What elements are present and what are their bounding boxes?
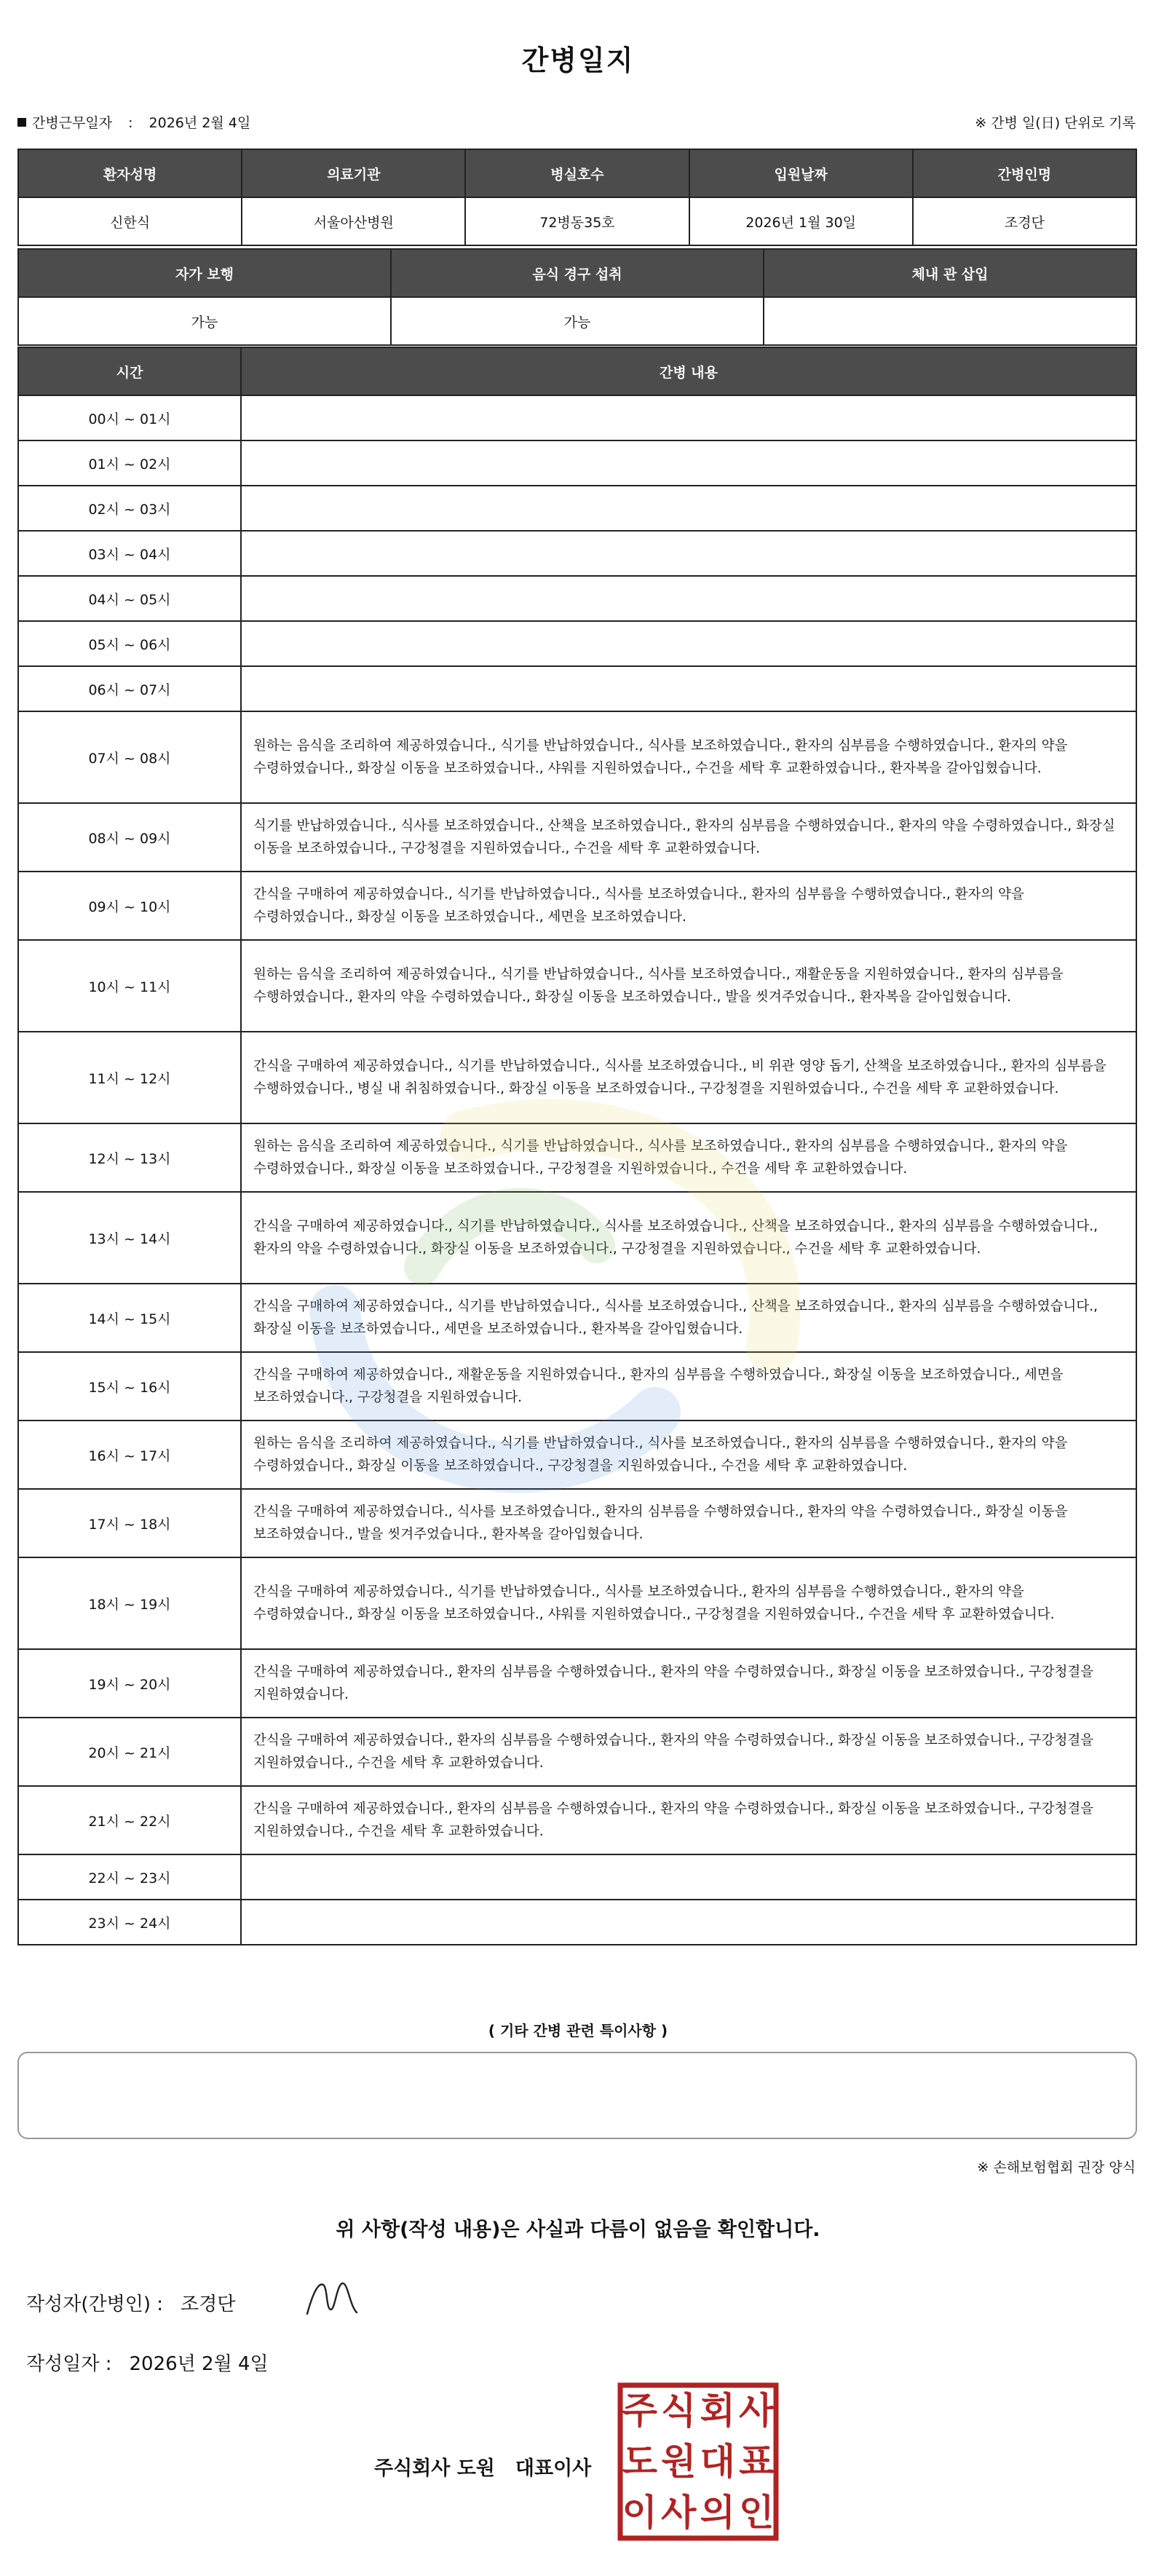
care-content-cell: 원하는 음식을 조리하여 제공하였습니다., 식기를 반납하였습니다., 식사를 보조하였습니다., 환자의 심부름을 수행하였습니다., 환자의 약을 수령하였습니다., 화장실 이동을 보조하였습니다., 구강청결을 지원하였습니다., 수건을 세탁 후 교환하였습니다. — [241, 1123, 1136, 1192]
seal-glyph: 인 — [739, 2491, 775, 2534]
square-bullet-icon — [17, 118, 26, 127]
time-slot-cell: 09시 ~ 10시 — [18, 872, 241, 940]
care-content-cell — [241, 531, 1136, 576]
room-number-cell: 72병동35호 — [465, 197, 689, 245]
seal-glyph: 식 — [661, 2389, 697, 2432]
special-notes-box — [17, 2052, 1137, 2139]
patient-info-header-row — [18, 149, 1136, 197]
time-slot-cell: 10시 ~ 11시 — [18, 940, 241, 1032]
seal-glyph: 원 — [661, 2440, 697, 2483]
admission-date-cell: 2026년 1월 30일 — [689, 197, 913, 245]
time-slot-cell: 23시 ~ 24시 — [18, 1900, 241, 1945]
hospital-cell: 서울아산병원 — [242, 197, 465, 245]
header-admission-date: 입원날짜 — [689, 149, 913, 197]
time-slot-cell: 21시 ~ 22시 — [18, 1786, 241, 1854]
care-log-row — [18, 1192, 1136, 1284]
time-slot-cell: 13시 ~ 14시 — [18, 1192, 241, 1284]
care-content-cell: 간식을 구매하여 제공하였습니다., 환자의 심부름을 수행하였습니다., 환자의 약을 수령하였습니다., 화장실 이동을 보조하였습니다., 구강청결을 지원하였습니다. — [241, 1649, 1136, 1718]
care-content-cell: 식기를 반납하였습니다., 식사를 보조하였습니다., 산책을 보조하였습니다., 환자의 심부름을 수행하였습니다., 환자의 약을 수령하였습니다., 화장실 이동을 보조하였습니다., 구강청결을 지원하였습니다., 수건을 세탁 후 교환하였습니다. — [241, 803, 1136, 872]
patient-name-cell: 신한식 — [18, 197, 242, 245]
company-name: 주식회사 도원 — [374, 2457, 495, 2480]
care-log-row — [18, 1557, 1136, 1649]
patient-status-table — [17, 248, 1137, 346]
care-log-row — [18, 1284, 1136, 1352]
care-log-body — [18, 395, 1136, 1945]
care-log-table — [17, 347, 1137, 1945]
care-content-cell: 원하는 음식을 조리하여 제공하였습니다., 식기를 반납하였습니다., 식사를 보조하였습니다., 환자의 심부름을 수행하였습니다., 환자의 약을 수령하였습니다., 화장실 이동을 보조하였습니다., 샤워를 지원하였습니다., 수건을 세탁 후 교환하였습니다., 환자복을 갈아입혔습니다. — [241, 711, 1136, 803]
care-log-row — [18, 1032, 1136, 1123]
time-slot-cell: 04시 ~ 05시 — [18, 576, 241, 621]
header-time: 시간 — [18, 347, 241, 395]
care-content-cell: 간식을 구매하여 제공하였습니다., 식기를 반납하였습니다., 식사를 보조하였습니다., 환자의 심부름을 수행하였습니다., 환자의 약을 수령하였습니다., 화장실 이동을 보조하였습니다., 세면을 보조하였습니다. — [241, 872, 1136, 940]
seal-glyph: 사 — [739, 2389, 775, 2432]
special-notes-title: ( 기타 간병 관련 특이사항 ) — [488, 2022, 668, 2039]
header-self-walking: 자가 보행 — [18, 249, 391, 297]
work-date-label: 간병근무일자 — [32, 115, 113, 131]
care-log-row — [18, 621, 1136, 666]
care-log-row — [18, 486, 1136, 531]
time-slot-cell: 02시 ~ 03시 — [18, 486, 241, 531]
seal-glyph: 이 — [622, 2491, 657, 2534]
care-content-cell — [241, 395, 1136, 440]
care-content-cell: 원하는 음식을 조리하여 제공하였습니다., 식기를 반납하였습니다., 식사를 보조하였습니다., 재활운동을 지원하였습니다., 환자의 심부름을 수행하였습니다., 환자의 약을 수령하였습니다., 화장실 이동을 보조하였습니다., 발을 씻겨주었습니다., 환자복을 갈아입혔습니다. — [241, 940, 1136, 1032]
care-content-cell — [241, 666, 1136, 711]
header-tube-insertion: 체내 관 삽입 — [764, 249, 1136, 297]
patient-status-value-row — [18, 297, 1136, 345]
care-log-row — [18, 531, 1136, 576]
work-date-separator: : — [128, 115, 133, 131]
care-log-row — [18, 1421, 1136, 1489]
care-content-cell: 간식을 구매하여 제공하였습니다., 식기를 반납하였습니다., 식사를 보조하였습니다., 산책을 보조하였습니다., 환자의 심부름을 수행하였습니다., 화장실 이동을 보조하였습니다., 세면을 보조하였습니다., 환자복을 갈아입혔습니다. — [241, 1284, 1136, 1352]
care-log-row — [18, 1649, 1136, 1718]
writer-name: 조경단 — [181, 2293, 236, 2315]
seal-glyph: 대 — [700, 2440, 735, 2483]
tube-insertion-cell — [764, 297, 1136, 345]
time-slot-cell: 03시 ~ 04시 — [18, 531, 241, 576]
care-content-cell — [241, 440, 1136, 486]
patient-info-table — [17, 149, 1137, 246]
handwritten-signature — [304, 2276, 370, 2320]
care-content-cell — [241, 486, 1136, 531]
time-slot-cell: 11시 ~ 12시 — [18, 1032, 241, 1123]
care-log-row — [18, 576, 1136, 621]
care-log-header-row — [18, 347, 1136, 395]
confirmation-statement: 위 사항(작성 내용)은 사실과 다름이 없음을 확인합니다. — [336, 2219, 820, 2241]
care-log-row — [18, 440, 1136, 486]
time-slot-cell: 15시 ~ 16시 — [18, 1352, 241, 1421]
time-slot-cell: 18시 ~ 19시 — [18, 1557, 241, 1649]
care-log-row — [18, 872, 1136, 940]
patient-info-value-row — [18, 197, 1136, 245]
care-log-row — [18, 666, 1136, 711]
time-slot-cell: 07시 ~ 08시 — [18, 711, 241, 803]
company-seal-stamp — [617, 2382, 779, 2541]
care-content-cell: 간식을 구매하여 제공하였습니다., 식기를 반납하였습니다., 식사를 보조하였습니다., 환자의 심부름을 수행하였습니다., 환자의 약을 수령하였습니다., 화장실 이동을 보조하였습니다., 샤워를 지원하였습니다., 구강청결을 지원하였습니다., 수건을 세탁 후 교환하였습니다. — [241, 1557, 1136, 1649]
time-slot-cell: 01시 ~ 02시 — [18, 440, 241, 486]
seal-glyph: 사 — [661, 2491, 697, 2534]
header-oral-intake: 음식 경구 섭취 — [391, 249, 764, 297]
write-date-line — [26, 2349, 269, 2376]
care-content-cell — [241, 1854, 1136, 1900]
form-source-note: ※ 손해보험협회 권장 양식 — [977, 2160, 1136, 2176]
care-content-cell — [241, 621, 1136, 666]
care-log-row — [18, 1786, 1136, 1854]
time-slot-cell: 17시 ~ 18시 — [18, 1489, 241, 1557]
care-content-cell: 간식을 구매하여 제공하였습니다., 식기를 반납하였습니다., 식사를 보조하였습니다., 산책을 보조하였습니다., 환자의 심부름을 수행하였습니다., 환자의 약을 수령하였습니다., 화장실 이동을 보조하였습니다., 구강청결을 지원하였습니다., 수건을 세탁 후 교환하였습니다. — [241, 1192, 1136, 1284]
header-care-content: 간병 내용 — [241, 347, 1136, 395]
patient-status-header-row — [18, 249, 1136, 297]
time-slot-cell: 12시 ~ 13시 — [18, 1123, 241, 1192]
document-title: 간병일지 — [521, 44, 635, 76]
oral-intake-cell: 가능 — [391, 297, 764, 345]
care-log-row — [18, 1352, 1136, 1421]
header-room-number: 병실호수 — [465, 149, 689, 197]
time-slot-cell: 14시 ~ 15시 — [18, 1284, 241, 1352]
write-date-value: 2026년 2월 4일 — [129, 2353, 269, 2375]
time-slot-cell: 16시 ~ 17시 — [18, 1421, 241, 1489]
care-log-row — [18, 1854, 1136, 1900]
care-content-cell: 원하는 음식을 조리하여 제공하였습니다., 식기를 반납하였습니다., 식사를 보조하였습니다., 환자의 심부름을 수행하였습니다., 환자의 약을 수령하였습니다., 화장실 이동을 보조하였습니다., 구강청결을 지원하였습니다., 수건을 세탁 후 교환하였습니다. — [241, 1421, 1136, 1489]
seal-glyph: 주 — [622, 2389, 657, 2432]
seal-glyph: 회 — [700, 2389, 735, 2432]
seal-glyph: 표 — [739, 2440, 775, 2483]
care-log-row — [18, 711, 1136, 803]
time-slot-cell: 22시 ~ 23시 — [18, 1854, 241, 1900]
seal-glyph: 의 — [700, 2491, 735, 2534]
time-slot-cell: 20시 ~ 21시 — [18, 1718, 241, 1786]
care-content-cell: 간식을 구매하여 제공하였습니다., 환자의 심부름을 수행하였습니다., 환자의 약을 수령하였습니다., 화장실 이동을 보조하였습니다., 구강청결을 지원하였습니다., 수건을 세탁 후 교환하였습니다. — [241, 1718, 1136, 1786]
work-date-value: 2026년 2월 4일 — [149, 115, 251, 131]
header-hospital: 의료기관 — [242, 149, 465, 197]
company-representative: 대표이사 — [515, 2457, 592, 2480]
writer-label: 작성자(간병인) : — [26, 2293, 164, 2315]
care-content-cell — [241, 576, 1136, 621]
writer-line — [26, 2289, 235, 2316]
care-log-row — [18, 1489, 1136, 1557]
care-content-cell — [241, 1900, 1136, 1945]
time-slot-cell: 19시 ~ 20시 — [18, 1649, 241, 1718]
care-content-cell: 간식을 구매하여 제공하였습니다., 재활운동을 지원하였습니다., 환자의 심부름을 수행하였습니다., 화장실 이동을 보조하였습니다., 세면을 보조하였습니다., 구강청결을 지원하였습니다. — [241, 1352, 1136, 1421]
record-note: ※ 간병 일(日) 단위로 기록 — [975, 115, 1136, 131]
write-date-label: 작성일자 : — [26, 2353, 112, 2375]
time-slot-cell: 06시 ~ 07시 — [18, 666, 241, 711]
care-content-cell: 간식을 구매하여 제공하였습니다., 환자의 심부름을 수행하였습니다., 환자의 약을 수령하였습니다., 화장실 이동을 보조하였습니다., 구강청결을 지원하였습니다., 수건을 세탁 후 교환하였습니다. — [241, 1786, 1136, 1854]
care-content-cell: 간식을 구매하여 제공하였습니다., 식기를 반납하였습니다., 식사를 보조하였습니다., 비 위관 영양 돕기, 산책을 보조하였습니다., 환자의 심부름을 수행하였습니다., 병실 내 취침하였습니다., 화장실 이동을 보조하였습니다., 구강청결을 지원하였습니다., 수건을 세탁 후 교환하였습니다. — [241, 1032, 1136, 1123]
self-walking-cell: 가능 — [18, 297, 391, 345]
care-log-row — [18, 940, 1136, 1032]
header-caregiver-name: 간병인명 — [913, 149, 1136, 197]
care-log-row — [18, 803, 1136, 872]
header-patient-name: 환자성명 — [18, 149, 242, 197]
company-line — [374, 2452, 591, 2481]
care-log-row — [18, 1900, 1136, 1945]
care-log-row — [18, 1718, 1136, 1786]
work-date-line — [17, 112, 250, 132]
care-log-row — [18, 395, 1136, 440]
seal-glyph: 도 — [622, 2440, 657, 2483]
caregiver-name-cell: 조경단 — [913, 197, 1136, 245]
care-log-row — [18, 1123, 1136, 1192]
time-slot-cell: 08시 ~ 09시 — [18, 803, 241, 872]
care-content-cell: 간식을 구매하여 제공하였습니다., 식사를 보조하였습니다., 환자의 심부름을 수행하였습니다., 환자의 약을 수령하였습니다., 화장실 이동을 보조하였습니다., 발을 씻겨주었습니다., 환자복을 갈아입혔습니다. — [241, 1489, 1136, 1557]
time-slot-cell: 05시 ~ 06시 — [18, 621, 241, 666]
time-slot-cell: 00시 ~ 01시 — [18, 395, 241, 440]
